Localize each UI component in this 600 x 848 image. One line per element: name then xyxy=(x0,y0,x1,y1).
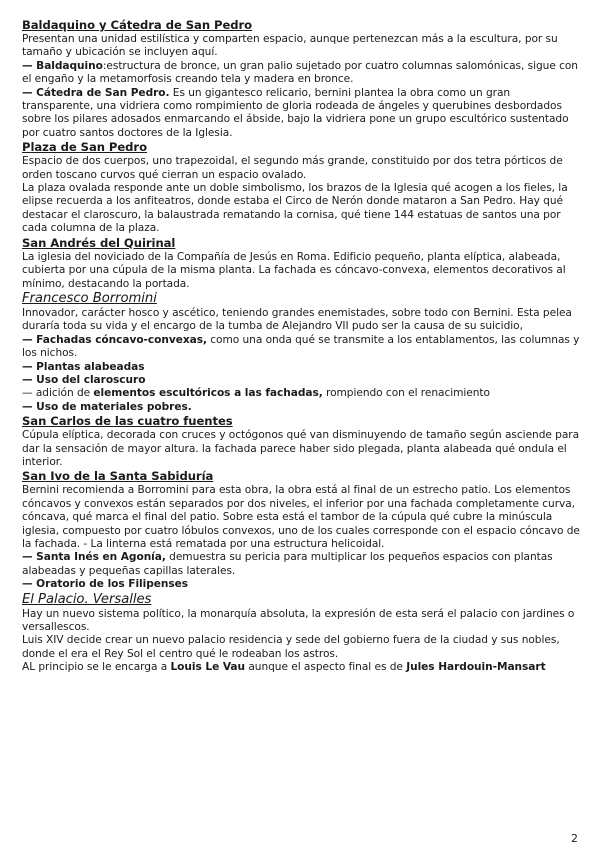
paragraph-plaza-2: La plaza ovalada responde ante un doble simbolismo, los brazos de la Iglesia qué acogen a los fieles, la elipse recuerda a los anfiteatros, donde estaba el Circo de Nerón donde mataron a San Pedro. Hay qué destacar el claroscuro, la balaustrada rematando la cornisa, qué tiene 144 estatuas de santos una por cada columna de la plaza. xyxy=(22,182,568,235)
text-versalles-mid: aunque el aspecto final es de xyxy=(245,661,407,674)
section-title-versalles: El Palacio. Versalles xyxy=(22,591,152,607)
paragraph-versalles-2: Luis XIV decide crear un nuevo palacio residencia y sede del gobierno fuera de la ciudad y sus nobles, donde el era el Rey Sol el centro qué le rodeaban los astros. xyxy=(22,634,560,660)
text-catedra: Es un gigantesco relicario, bernini plantea la obra como un gran transparente, una vidriera como rompimiento de gloria rodeada de ángeles y querubines desbordados sobre los pilares adosados enmarcando el ábside, bajo la vidriera pone un grupo escultórico sustentado por cuatro santos doctores de la Iglesia. xyxy=(22,86,569,139)
paragraph-baldaquino-intro: Presentan una unidad estilística y comparten espacio, aunque pertenezcan más a la escultura, por su tamaño y ubicación se incluyen aquí. xyxy=(22,33,558,59)
document-page xyxy=(22,18,582,675)
section-title-ivo: San Ivo de la Santa Sabiduría xyxy=(22,469,214,484)
section-title-baldaquino: Baldaquino y Cátedra de San Pedro xyxy=(22,18,253,32)
text-baldaquino: :estructura de bronce, un gran palio sujetado por cuatro columnas salomónicas, sigue con el engaño y la metamorfosis creando tela y madera en bronce. xyxy=(22,59,578,86)
section-title-carlos: San Carlos de las cuatro fuentes xyxy=(22,414,233,429)
list-item-santa-ines xyxy=(22,551,582,578)
list-item-adicion xyxy=(22,387,582,400)
paragraph-versalles-1: Hay un nuevo sistema político, la monarquía absoluta, la expresión de esta será el palacio con jardines o versallescos. xyxy=(22,607,575,634)
list-item-fachadas xyxy=(22,334,582,361)
bold-term-adicion: elementos escultóricos a las fachadas, xyxy=(93,387,323,400)
section-title-plaza: Plaza de San Pedro xyxy=(22,140,148,155)
text-versalles-pre: AL principio se le encarga a xyxy=(22,661,171,674)
text-santa-ines: demuestra su pericia para multiplicar los pequeños espacios con plantas alabeadas y pequeñas capillas laterales. xyxy=(22,551,553,577)
list-item-claroscuro xyxy=(22,374,582,387)
paragraph-quirinal: La iglesia del noviciado de la Compañía de Jesús en Roma. Edificio pequeño, planta elíptica, alabeada, cubierta por una cúpula de la misma planta. La fachada es cóncavo-convexa, elementos decorativos al mínimo, destacando la portada. xyxy=(22,250,566,290)
bold-term-claroscuro: — Uso del claroscuro xyxy=(22,373,146,386)
bold-term-santa-ines: — Santa Inés en Agonía, xyxy=(22,551,166,564)
list-item-materiales xyxy=(22,401,582,414)
page-number: 2 xyxy=(571,832,578,845)
paragraph-plaza-1: Espacio de dos cuerpos, uno trapezoidal, el segundo más grande, constituido por dos tetra pórticos de orden toscano curvos qué cierran un espacio ovalado. xyxy=(22,155,563,181)
bold-term-plantas: — Plantas alabeadas xyxy=(22,360,145,373)
bold-term-catedra: — Cátedra de San Pedro. xyxy=(22,86,170,99)
bold-term-materiales: — Uso de materiales pobres. xyxy=(22,400,192,413)
bold-term-baldaquino: — Baldaquino xyxy=(22,59,103,72)
paragraph-carlos: Cúpula elíptica, decorada con cruces y octógonos qué van disminuyendo de tamaño según asciende para dar la sensación de mayor altura. la fachada parece haber sido plegada, planta alabeada qué ondula el interior. xyxy=(22,429,580,468)
text-adicion: rompiendo con el renacimiento xyxy=(322,387,490,400)
text-fachadas: como una onda qué se transmite a los entablamentos, las columnas y los nichos. xyxy=(22,333,580,360)
list-item-plantas xyxy=(22,361,582,374)
bold-term-oratorio: — Oratorio de los Filipenses xyxy=(22,578,189,591)
list-item-baldaquino xyxy=(22,60,582,87)
text-adicion-pre: — adición de xyxy=(22,387,94,400)
list-item-catedra xyxy=(22,87,582,141)
bold-term-mansart: Jules Hardouin-Mansart xyxy=(406,661,546,674)
paragraph-borromini: Innovador, carácter hosco y ascético, teniendo grandes enemistades, sobre todo con Bernini. Esta pelea duraría toda su vida y el encargo de la tumba de Alejandro VII pudo ser la causa de su suicidio, xyxy=(22,306,572,333)
bold-term-le-vau: Louis Le Vau xyxy=(170,661,246,674)
section-title-quirinal: San Andrés del Quirinal xyxy=(22,235,176,250)
bold-term-fachadas: — Fachadas cóncavo-convexas, xyxy=(22,333,207,346)
paragraph-versalles-3 xyxy=(22,661,582,674)
list-item-oratorio xyxy=(22,578,582,591)
paragraph-ivo: Bernini recomienda a Borromini para esta obra, la obra está al final de un estrecho patio. Los elementos cóncavos y convexos están separados por dos niveles, el inferior por una fachada completamente curva, cóncava, qué marca el final del patio. Sobre esta está el tambor de la cúpula qué cubre la minúscula iglesia, compuesto por cuatro lóbulos convexos, uno de los cuales corresponde con el espacio cóncavo de la fachada. - La linterna está rematada por una estructura helicoidal. xyxy=(22,484,580,550)
section-title-borromini: Francesco Borromini xyxy=(22,290,157,306)
